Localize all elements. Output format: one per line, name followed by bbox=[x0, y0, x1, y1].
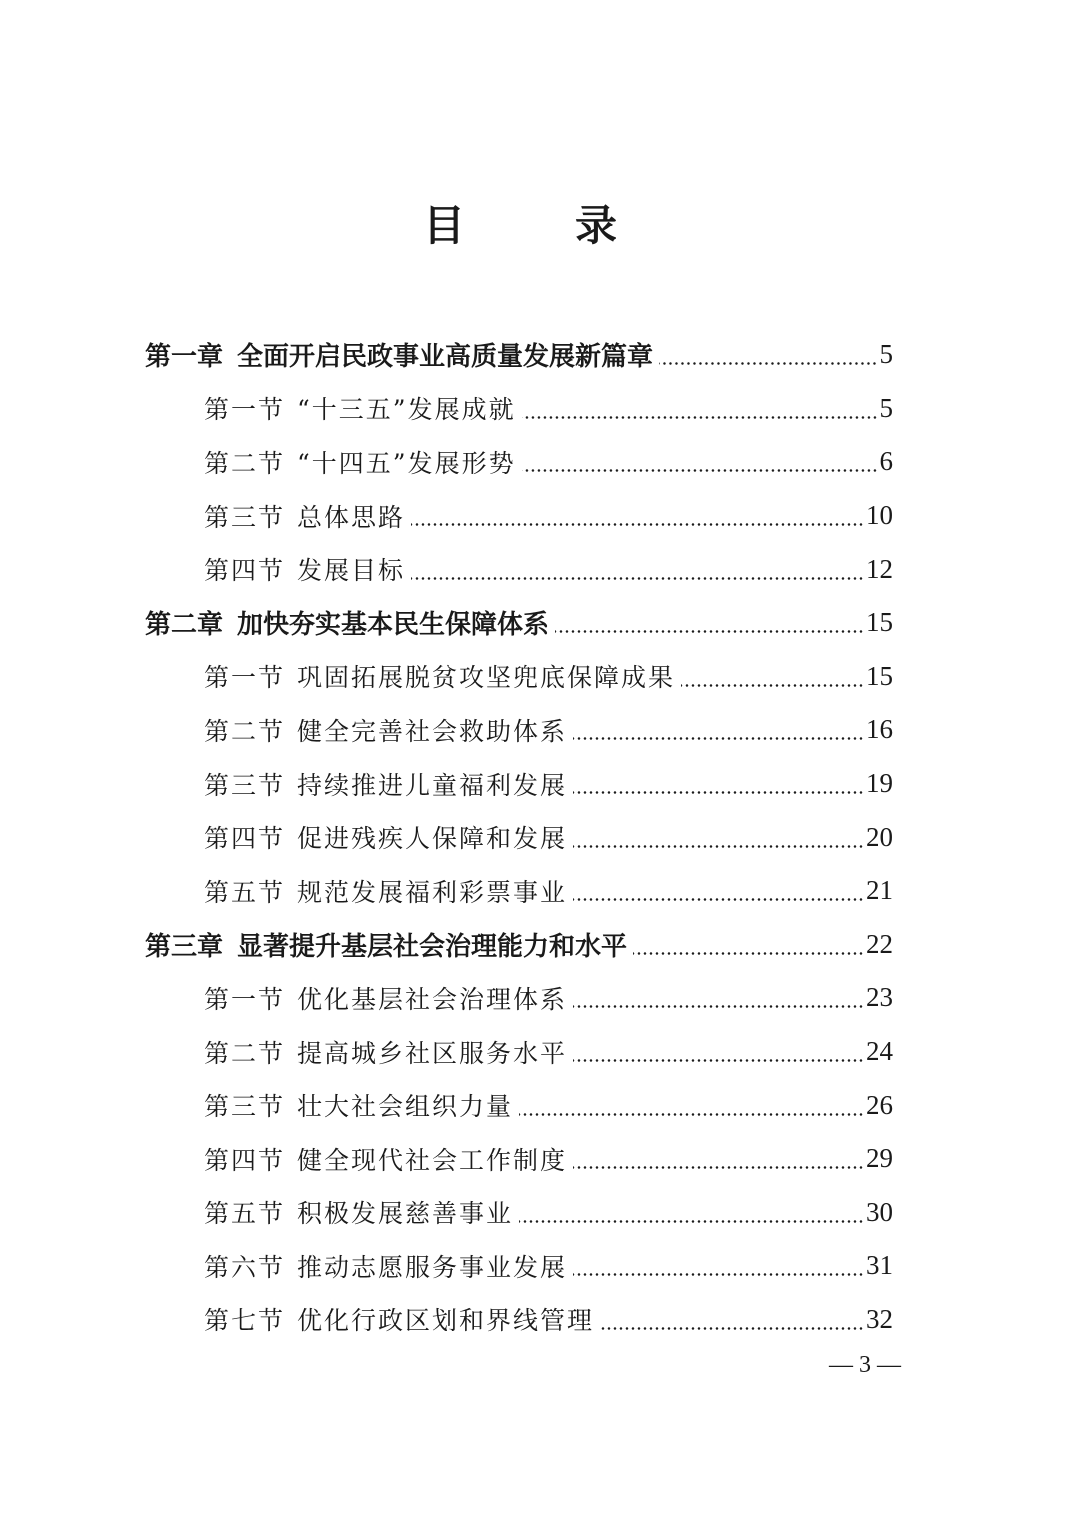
toc-section-entry[interactable] bbox=[0, 1132, 1074, 1186]
toc-entry-label: 第二节 bbox=[204, 1038, 286, 1068]
toc-dot-leader bbox=[573, 898, 864, 901]
toc-section-entry[interactable] bbox=[0, 435, 1074, 489]
toc-section-entry[interactable] bbox=[0, 382, 1074, 436]
toc-entry-title bbox=[204, 1034, 567, 1070]
toc-entry-page: 19 bbox=[866, 768, 893, 799]
toc-entry-label: 第四节 bbox=[204, 556, 286, 586]
toc-entry-text: 壮大社会组织力量 bbox=[297, 1092, 514, 1122]
toc-entry-page: 24 bbox=[866, 1036, 893, 1067]
toc-dot-leader bbox=[573, 1005, 864, 1008]
toc-section-entry[interactable] bbox=[0, 1293, 1074, 1347]
page-number: — 3 — bbox=[829, 1352, 901, 1378]
toc-entry-label: 第三节 bbox=[204, 770, 286, 800]
toc-dot-leader bbox=[573, 737, 864, 740]
toc-entry-page: 21 bbox=[866, 875, 893, 906]
toc-dot-leader bbox=[411, 523, 864, 526]
toc-dot-leader bbox=[411, 577, 864, 580]
toc-chapter-entry[interactable] bbox=[0, 328, 1074, 382]
toc-entry-text: 提高城乡社区服务水平 bbox=[297, 1038, 568, 1068]
toc-entry-title bbox=[204, 1087, 513, 1123]
toc-entry-page: 20 bbox=[866, 821, 893, 852]
toc-entry-label: 第三节 bbox=[204, 502, 286, 532]
toc-entry-page: 32 bbox=[866, 1303, 893, 1334]
toc-entry-text: 健全现代社会工作制度 bbox=[297, 1145, 568, 1175]
toc-entry-title bbox=[145, 604, 549, 641]
toc-entry-label: 第一节 bbox=[204, 984, 286, 1014]
toc-entry-title bbox=[204, 551, 405, 587]
toc-entry-text: 巩固拓展脱贫攻坚兜底保障成果 bbox=[297, 663, 676, 693]
toc-entry-title bbox=[145, 336, 653, 373]
toc-entry-label: 第四节 bbox=[204, 1145, 286, 1175]
toc-entry-page: 26 bbox=[866, 1089, 893, 1120]
toc-entry-text: 加快夯实基本民生保障体系 bbox=[237, 610, 550, 641]
toc-entry-text: 发展目标 bbox=[297, 556, 406, 586]
toc-entry-page: 5 bbox=[879, 339, 893, 370]
toc-entry-title bbox=[204, 1248, 567, 1284]
page-title: 目 录 bbox=[422, 201, 651, 250]
toc-entry-page: 23 bbox=[866, 982, 893, 1013]
toc-entry-page: 12 bbox=[866, 553, 893, 584]
toc-entry-page: 31 bbox=[866, 1250, 893, 1281]
toc-entry-title bbox=[204, 658, 675, 694]
toc-entry-title bbox=[204, 498, 405, 534]
toc-entry-title bbox=[204, 980, 567, 1016]
toc-entry-page: 10 bbox=[866, 500, 893, 531]
toc-entry-text: 规范发展福利彩票事业 bbox=[297, 877, 568, 907]
toc-entry-title bbox=[204, 712, 567, 748]
toc-dot-leader bbox=[633, 952, 864, 955]
toc-dot-leader bbox=[573, 1166, 864, 1169]
toc-section-entry[interactable] bbox=[0, 542, 1074, 596]
toc-entry-label: 第二节 bbox=[204, 716, 286, 746]
toc-entry-text: 显著提升基层社会治理能力和水平 bbox=[237, 931, 628, 962]
toc-entry-title bbox=[204, 819, 567, 855]
toc-entry-text: 推动志愿服务事业发展 bbox=[297, 1252, 568, 1282]
toc-dot-leader bbox=[600, 1327, 864, 1330]
toc-dot-leader bbox=[555, 630, 864, 633]
toc-entry-text: “十四五”发展形势 bbox=[297, 448, 516, 478]
toc-entry-text: 全面开启民政事业高质量发展新篇章 bbox=[237, 342, 654, 373]
toc-entry-label: 第一节 bbox=[204, 395, 286, 425]
toc-entry-title bbox=[204, 390, 516, 426]
toc-dot-leader bbox=[519, 1220, 864, 1223]
toc-dot-leader bbox=[522, 416, 878, 419]
toc-entry-label: 第二章 bbox=[145, 610, 224, 641]
toc-section-entry[interactable] bbox=[0, 810, 1074, 864]
toc-entry-title bbox=[204, 1194, 513, 1230]
toc-entry-text: 积极发展慈善事业 bbox=[297, 1199, 514, 1229]
toc-section-entry[interactable] bbox=[0, 1239, 1074, 1293]
toc-entry-title bbox=[145, 926, 627, 963]
toc-entry-label: 第三章 bbox=[145, 931, 224, 962]
toc-entry-title bbox=[204, 1301, 594, 1337]
toc-dot-leader bbox=[681, 684, 864, 687]
toc-entry-label: 第七节 bbox=[204, 1306, 286, 1336]
toc-entry-title bbox=[204, 1141, 567, 1177]
toc-entry-page: 30 bbox=[866, 1196, 893, 1227]
toc-section-entry[interactable] bbox=[0, 757, 1074, 811]
toc-dot-leader bbox=[522, 469, 878, 472]
toc-entry-label: 第三节 bbox=[204, 1092, 286, 1122]
toc-entry-page: 5 bbox=[879, 392, 893, 423]
toc-dot-leader bbox=[573, 791, 864, 794]
toc-section-entry[interactable] bbox=[0, 703, 1074, 757]
toc-section-entry[interactable] bbox=[0, 1025, 1074, 1079]
toc-entry-page: 6 bbox=[879, 446, 893, 477]
toc-section-entry[interactable] bbox=[0, 1186, 1074, 1240]
toc-entry-text: 持续推进儿童福利发展 bbox=[297, 770, 568, 800]
toc-dot-leader bbox=[519, 1113, 864, 1116]
toc-entry-label: 第五节 bbox=[204, 1199, 286, 1229]
toc-entry-page: 15 bbox=[866, 660, 893, 691]
toc-entry-text: 优化基层社会治理体系 bbox=[297, 984, 568, 1014]
toc-section-entry[interactable] bbox=[0, 864, 1074, 918]
toc-entry-text: 优化行政区划和界线管理 bbox=[297, 1306, 595, 1336]
toc-dot-leader bbox=[659, 362, 877, 365]
toc-entry-label: 第五节 bbox=[204, 877, 286, 907]
toc-chapter-entry[interactable] bbox=[0, 596, 1074, 650]
toc-entry-text: 促进残疾人保障和发展 bbox=[297, 824, 568, 854]
toc-section-entry[interactable] bbox=[0, 1078, 1074, 1132]
toc-entry-title bbox=[204, 873, 567, 909]
toc-entry-page: 16 bbox=[866, 714, 893, 745]
toc-entry-page: 15 bbox=[866, 607, 893, 638]
toc-entry-label: 第四节 bbox=[204, 824, 286, 854]
table-of-contents bbox=[0, 328, 1074, 1346]
toc-section-entry[interactable] bbox=[0, 650, 1074, 704]
toc-dot-leader bbox=[573, 1059, 864, 1062]
toc-section-entry[interactable] bbox=[0, 489, 1074, 543]
toc-section-entry[interactable] bbox=[0, 971, 1074, 1025]
toc-entry-label: 第二节 bbox=[204, 448, 286, 478]
toc-entry-page: 22 bbox=[866, 928, 893, 959]
toc-dot-leader bbox=[573, 1273, 864, 1276]
toc-entry-page: 29 bbox=[866, 1143, 893, 1174]
toc-entry-text: 健全完善社会救助体系 bbox=[297, 716, 568, 746]
toc-entry-title bbox=[204, 444, 516, 480]
toc-entry-text: “十三五”发展成就 bbox=[297, 395, 516, 425]
toc-entry-title bbox=[204, 766, 567, 802]
toc-dot-leader bbox=[573, 845, 864, 848]
toc-chapter-entry[interactable] bbox=[0, 918, 1074, 972]
toc-entry-label: 第一节 bbox=[204, 663, 286, 693]
toc-entry-text: 总体思路 bbox=[297, 502, 406, 532]
toc-entry-label: 第六节 bbox=[204, 1252, 286, 1282]
toc-entry-label: 第一章 bbox=[145, 342, 224, 373]
